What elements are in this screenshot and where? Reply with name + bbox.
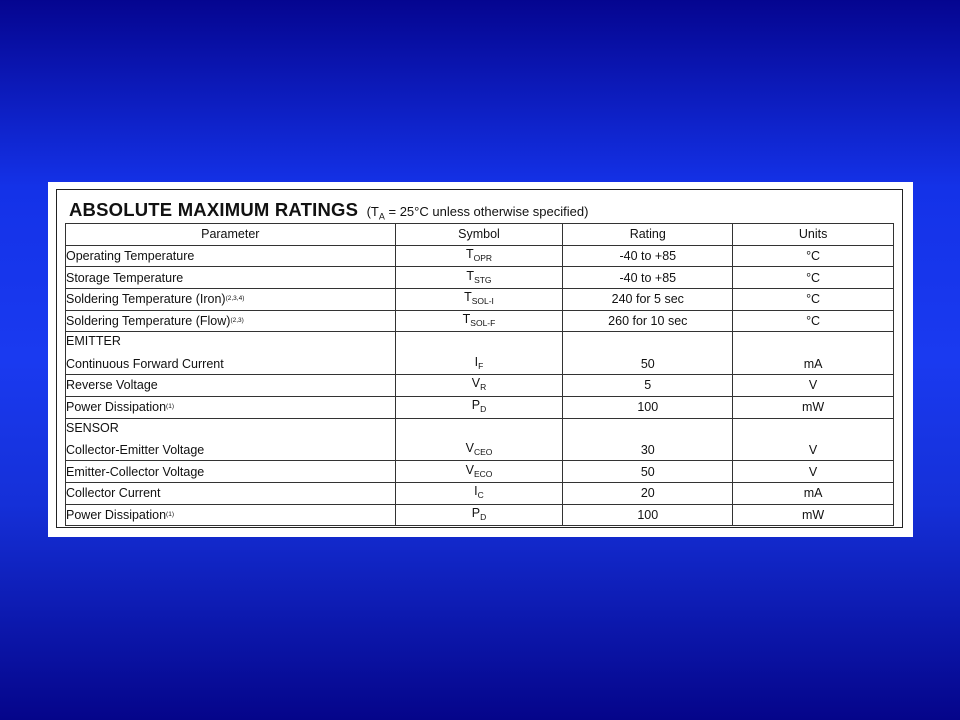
footnote-ref: (1) — [166, 510, 174, 518]
section-empty-cell — [733, 418, 894, 440]
cell-symbol: $V_{CEO}$ — [395, 440, 563, 461]
header-parameter: Parameter — [66, 224, 396, 246]
cell-symbol: $P_D$ — [395, 504, 563, 526]
cell-symbol: $T_{SOL-F}$ — [395, 310, 563, 332]
table-row — [66, 482, 894, 504]
cell-units: °C — [733, 310, 894, 332]
table-title — [69, 199, 588, 222]
table-row — [66, 267, 894, 289]
title-main: ABSOLUTE MAXIMUM RATINGS — [69, 199, 359, 220]
datasheet-image — [48, 182, 913, 537]
footnote-ref: (1) — [166, 403, 174, 411]
cell-rating: 5 — [563, 375, 733, 397]
cell-units: mW — [733, 504, 894, 526]
cell-parameter: Operating Temperature — [66, 245, 396, 267]
section-empty-cell — [563, 332, 733, 354]
ratings-body — [66, 245, 894, 526]
ratings-table — [65, 223, 894, 526]
cell-symbol: $P_D$ — [395, 396, 563, 418]
cell-parameter: Collector Current — [66, 482, 396, 504]
table-row — [66, 310, 894, 332]
cell-units: V — [733, 461, 894, 483]
cell-rating: 20 — [563, 482, 733, 504]
cell-symbol: $T_{STG}$ — [395, 267, 563, 289]
cell-parameter: Reverse Voltage — [66, 375, 396, 397]
ratings-frame — [56, 189, 903, 528]
cell-rating: -40 to +85 — [563, 245, 733, 267]
footnote-ref: (2,3) — [230, 317, 244, 325]
cell-rating: 50 — [563, 461, 733, 483]
table-row — [66, 353, 894, 374]
section-row-emitter — [66, 332, 894, 354]
section-empty-cell — [395, 418, 563, 440]
section-empty-cell — [563, 418, 733, 440]
section-empty-cell — [733, 332, 894, 354]
cell-units: °C — [733, 245, 894, 267]
cell-symbol: $T_{SOL-I}$ — [395, 289, 563, 311]
cell-rating: 30 — [563, 440, 733, 461]
cell-parameter: Soldering Temperature (Flow)$^{(2,3)}$ — [66, 310, 396, 332]
header-row — [66, 224, 894, 246]
section-empty-cell — [395, 332, 563, 354]
footnote-ref: (2,3,4) — [225, 295, 245, 303]
title-condition: ($T_A = 25^\circ C$ unless otherwise specified) — [366, 204, 589, 222]
table-row — [66, 289, 894, 311]
table-row — [66, 461, 894, 483]
cell-rating: -40 to +85 — [563, 267, 733, 289]
table-row — [66, 504, 894, 526]
cell-symbol: $I_C$ — [395, 482, 563, 504]
cell-units: mA — [733, 482, 894, 504]
cell-parameter: Soldering Temperature (Iron)$^{(2,3,4)}$ — [66, 289, 396, 311]
section-row-sensor — [66, 418, 894, 440]
table-row — [66, 375, 894, 397]
section-label-emitter: EMITTER — [66, 332, 396, 354]
cell-symbol: $T_{OPR}$ — [395, 245, 563, 267]
cell-parameter: Continuous Forward Current — [66, 353, 396, 374]
cell-units: V — [733, 375, 894, 397]
cell-units: °C — [733, 267, 894, 289]
cell-rating: 100 — [563, 504, 733, 526]
cell-units: °C — [733, 289, 894, 311]
cell-rating: 240 for 5 sec — [563, 289, 733, 311]
header-units: Units — [733, 224, 894, 246]
cell-rating: 50 — [563, 353, 733, 374]
cell-parameter: Power Dissipation$^{(1)}$ — [66, 504, 396, 526]
cell-rating: 260 for 10 sec — [563, 310, 733, 332]
header-rating: Rating — [563, 224, 733, 246]
cell-parameter: Storage Temperature — [66, 267, 396, 289]
cell-units: mA — [733, 353, 894, 374]
cell-symbol: $V_{ECO}$ — [395, 461, 563, 483]
cell-parameter: Emitter-Collector Voltage — [66, 461, 396, 483]
section-label-sensor: SENSOR — [66, 418, 396, 440]
cell-rating: 100 — [563, 396, 733, 418]
cell-symbol: $V_R$ — [395, 375, 563, 397]
cell-units: mW — [733, 396, 894, 418]
header-symbol: Symbol — [395, 224, 563, 246]
cell-units: V — [733, 440, 894, 461]
cell-parameter: Power Dissipation$^{(1)}$ — [66, 396, 396, 418]
cell-symbol: $I_F$ — [395, 353, 563, 374]
cell-parameter: Collector-Emitter Voltage — [66, 440, 396, 461]
table-row — [66, 396, 894, 418]
table-row — [66, 245, 894, 267]
table-row — [66, 440, 894, 461]
